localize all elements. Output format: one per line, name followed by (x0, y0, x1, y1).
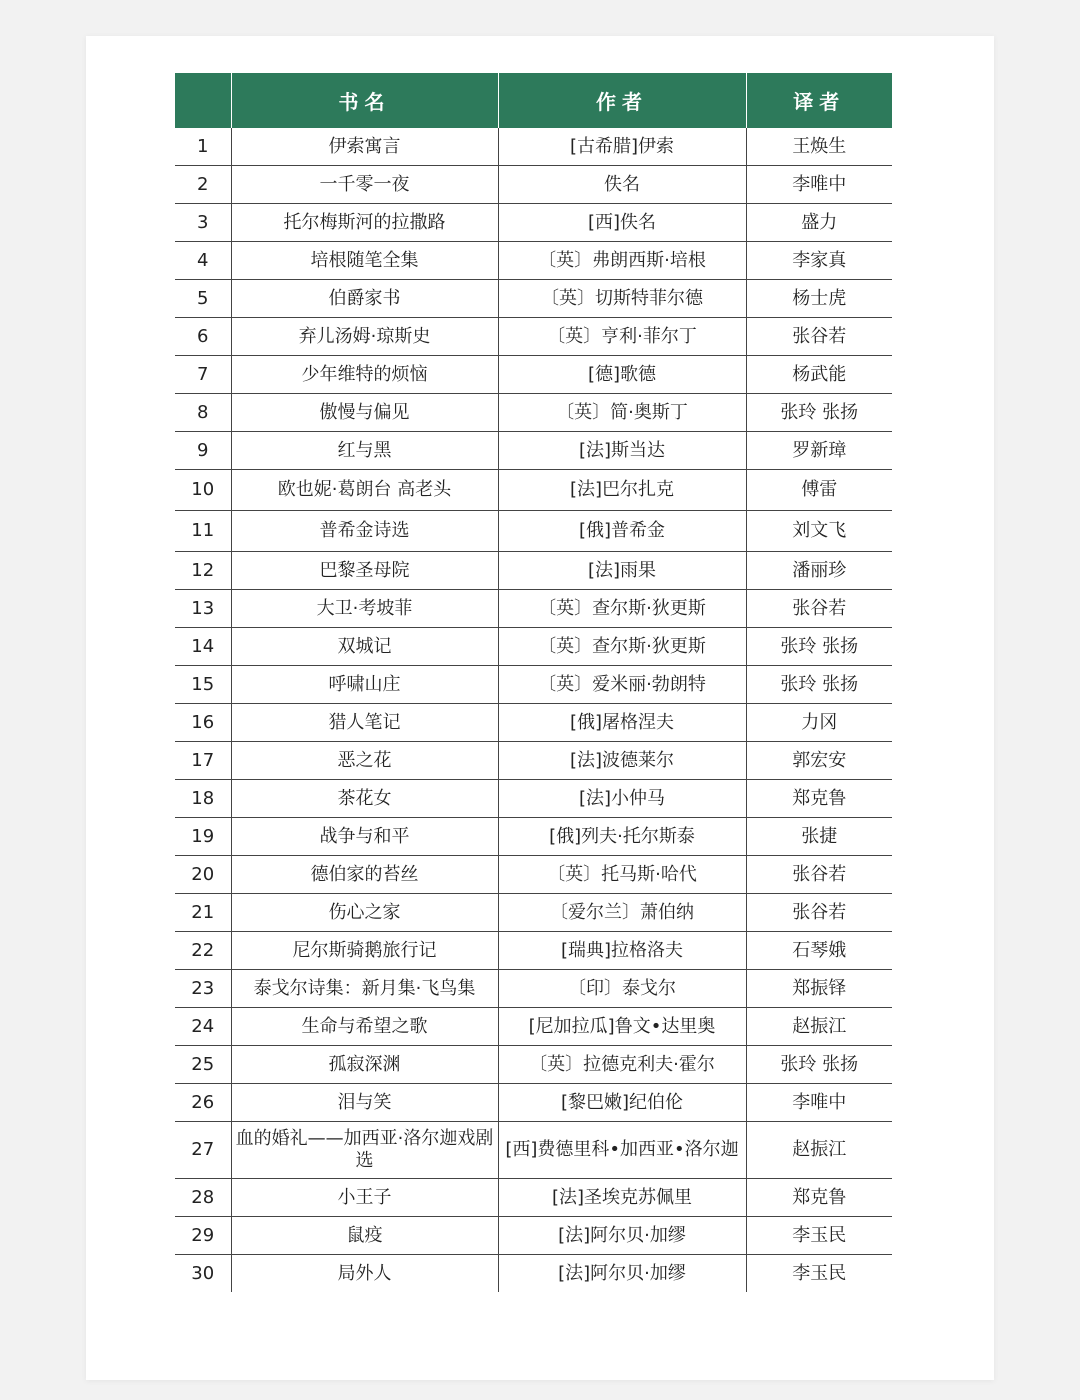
book-author: 〔英〕弗朗西斯·培根 (498, 242, 746, 280)
book-title: 托尔梅斯河的拉撒路 (231, 204, 498, 242)
row-number: 21 (175, 894, 231, 932)
row-number: 24 (175, 1008, 231, 1046)
table-row (175, 1122, 892, 1179)
book-title: 呼啸山庄 (231, 666, 498, 704)
row-number: 13 (175, 590, 231, 628)
header-number (175, 73, 231, 128)
book-title: 血的婚礼——加西亚·洛尔迦戏剧选 (231, 1122, 498, 1179)
row-number: 18 (175, 780, 231, 818)
table-row (175, 1008, 892, 1046)
book-translator: 王焕生 (746, 128, 892, 166)
table-row (175, 1217, 892, 1255)
book-title: 大卫·考坡菲 (231, 590, 498, 628)
table-row (175, 356, 892, 394)
book-author: [法]圣埃克苏佩里 (498, 1179, 746, 1217)
row-number: 27 (175, 1122, 231, 1179)
book-author: [西]佚名 (498, 204, 746, 242)
book-author: [黎巴嫩]纪伯伦 (498, 1084, 746, 1122)
table-row (175, 1255, 892, 1293)
book-translator: 盛力 (746, 204, 892, 242)
book-title: 猎人笔记 (231, 704, 498, 742)
book-title: 伤心之家 (231, 894, 498, 932)
table-row (175, 242, 892, 280)
table-row (175, 166, 892, 204)
book-title: 普希金诗选 (231, 511, 498, 552)
row-number: 26 (175, 1084, 231, 1122)
table-row (175, 1046, 892, 1084)
book-author: [德]歌德 (498, 356, 746, 394)
book-author: [法]雨果 (498, 552, 746, 590)
row-number: 2 (175, 166, 231, 204)
book-translator: 赵振江 (746, 1008, 892, 1046)
table-row (175, 856, 892, 894)
table-header (175, 73, 892, 128)
table-row (175, 780, 892, 818)
book-author: 佚名 (498, 166, 746, 204)
book-author: [瑞典]拉格洛夫 (498, 932, 746, 970)
row-number: 22 (175, 932, 231, 970)
table-row (175, 552, 892, 590)
book-author: 〔英〕托马斯·哈代 (498, 856, 746, 894)
book-translator: 李唯中 (746, 166, 892, 204)
book-author: [法]小仲马 (498, 780, 746, 818)
book-author: [法]斯当达 (498, 432, 746, 470)
table-body (175, 128, 892, 1292)
book-author: [古希腊]伊索 (498, 128, 746, 166)
book-author: [法]阿尔贝·加缪 (498, 1255, 746, 1293)
row-number: 7 (175, 356, 231, 394)
book-translator: 张捷 (746, 818, 892, 856)
row-number: 30 (191, 1262, 215, 1284)
row-number: 5 (175, 280, 231, 318)
table-row (175, 511, 892, 552)
row-number: 20 (175, 856, 231, 894)
row-number: 4 (175, 242, 231, 280)
book-list-table (175, 73, 892, 1292)
table-row (175, 704, 892, 742)
book-author: [尼加拉瓜]鲁文•达里奥 (498, 1008, 746, 1046)
book-translator: 力冈 (746, 704, 892, 742)
table-row (175, 318, 892, 356)
row-number: 8 (175, 394, 231, 432)
book-title: 巴黎圣母院 (231, 552, 498, 590)
table-row (175, 818, 892, 856)
row-number: 1 (175, 128, 231, 166)
book-title: 少年维特的烦恼 (231, 356, 498, 394)
book-translator: 李玉民 (746, 1217, 892, 1255)
book-title: 生命与希望之歌 (231, 1008, 498, 1046)
book-title: 战争与和平 (231, 818, 498, 856)
book-title: 尼尔斯骑鹅旅行记 (231, 932, 498, 970)
book-author: 〔英〕爱米丽·勃朗特 (498, 666, 746, 704)
row-number: 14 (175, 628, 231, 666)
book-translator: 傅雷 (746, 470, 892, 511)
table-row (175, 280, 892, 318)
row-number: 19 (175, 818, 231, 856)
book-translator: 张谷若 (746, 590, 892, 628)
table-row (175, 432, 892, 470)
table-row (175, 932, 892, 970)
book-title: 泪与笑 (231, 1084, 498, 1122)
book-title: 欧也妮·葛朗台 高老头 (231, 470, 498, 511)
book-title: 傲慢与偏见 (231, 394, 498, 432)
book-translator: 罗新璋 (746, 432, 892, 470)
table-row (175, 970, 892, 1008)
book-translator: 张谷若 (746, 894, 892, 932)
row-number: 3 (175, 204, 231, 242)
table-row (175, 590, 892, 628)
book-title: 伯爵家书 (231, 280, 498, 318)
row-number: 25 (175, 1046, 231, 1084)
header-translator: 译者 (746, 73, 892, 128)
row-number: 15 (175, 666, 231, 704)
book-translator: 李家真 (746, 242, 892, 280)
book-translator: 李唯中 (746, 1084, 892, 1122)
book-translator: 张谷若 (746, 856, 892, 894)
book-author: [俄]列夫·托尔斯泰 (498, 818, 746, 856)
book-translator: 张玲 张扬 (746, 666, 892, 704)
table-row (175, 204, 892, 242)
table-row (175, 128, 892, 166)
book-title: 恶之花 (231, 742, 498, 780)
book-title: 孤寂深渊 (231, 1046, 498, 1084)
book-title: 双城记 (231, 628, 498, 666)
row-number: 9 (175, 432, 231, 470)
book-translator: 张玲 张扬 (746, 394, 892, 432)
row-number: 16 (175, 704, 231, 742)
table-row (175, 894, 892, 932)
book-author: 〔爱尔兰〕萧伯纳 (498, 894, 746, 932)
book-author: [法]巴尔扎克 (498, 470, 746, 511)
book-title: 红与黑 (231, 432, 498, 470)
table-row (175, 394, 892, 432)
book-author: 〔英〕切斯特菲尔德 (498, 280, 746, 318)
book-title: 培根随笔全集 (231, 242, 498, 280)
row-number: 17 (175, 742, 231, 780)
book-translator: 郑克鲁 (746, 780, 892, 818)
book-translator: 张玲 张扬 (746, 1046, 892, 1084)
book-translator: 潘丽珍 (746, 552, 892, 590)
book-title: 小王子 (231, 1179, 498, 1217)
book-title: 茶花女 (231, 780, 498, 818)
book-title: 鼠疫 (231, 1217, 498, 1255)
book-author: 〔英〕查尔斯·狄更斯 (498, 590, 746, 628)
book-title: 一千零一夜 (231, 166, 498, 204)
row-number: 11 (175, 511, 231, 552)
table-row (175, 666, 892, 704)
header-author: 作者 (498, 73, 746, 128)
row-number: 12 (175, 552, 231, 590)
book-translator: 杨士虎 (746, 280, 892, 318)
row-number: 29 (175, 1217, 231, 1255)
book-author: [俄]普希金 (498, 511, 746, 552)
book-title: 德伯家的苔丝 (231, 856, 498, 894)
book-author: [法]阿尔贝·加缪 (498, 1217, 746, 1255)
book-author: 〔英〕拉德克利夫·霍尔 (498, 1046, 746, 1084)
book-author: 〔英〕亨利·菲尔丁 (498, 318, 746, 356)
book-translator: 张谷若 (746, 318, 892, 356)
row-number: 10 (175, 470, 231, 511)
book-author: [法]波德莱尔 (498, 742, 746, 780)
row-number: 6 (175, 318, 231, 356)
book-title: 泰戈尔诗集：新月集·飞鸟集 (231, 970, 498, 1008)
row-number: 23 (175, 970, 231, 1008)
book-translator: 郑克鲁 (746, 1179, 892, 1217)
header-row (175, 73, 892, 128)
book-translator: 李玉民 (746, 1255, 892, 1293)
book-translator: 赵振江 (746, 1122, 892, 1179)
book-translator: 郭宏安 (746, 742, 892, 780)
table-row (175, 742, 892, 780)
book-author: [西]费德里科•加西亚•洛尔迦 (498, 1122, 746, 1179)
book-title: 弃儿汤姆·琼斯史 (231, 318, 498, 356)
book-author: 〔印〕泰戈尔 (498, 970, 746, 1008)
book-author: 〔英〕查尔斯·狄更斯 (498, 628, 746, 666)
book-title: 伊索寓言 (231, 128, 498, 166)
table-row (175, 1179, 892, 1217)
table-row (175, 470, 892, 511)
table-row (175, 1084, 892, 1122)
book-translator: 石琴娥 (746, 932, 892, 970)
book-author: 〔英〕简·奥斯丁 (498, 394, 746, 432)
row-number: 28 (175, 1179, 231, 1217)
book-translator: 郑振铎 (746, 970, 892, 1008)
book-author: [俄]屠格涅夫 (498, 704, 746, 742)
book-title: 局外人 (231, 1255, 498, 1293)
header-title: 书名 (231, 73, 498, 128)
book-translator: 刘文飞 (746, 511, 892, 552)
table-row (175, 628, 892, 666)
book-translator: 杨武能 (746, 356, 892, 394)
book-translator: 张玲 张扬 (746, 628, 892, 666)
